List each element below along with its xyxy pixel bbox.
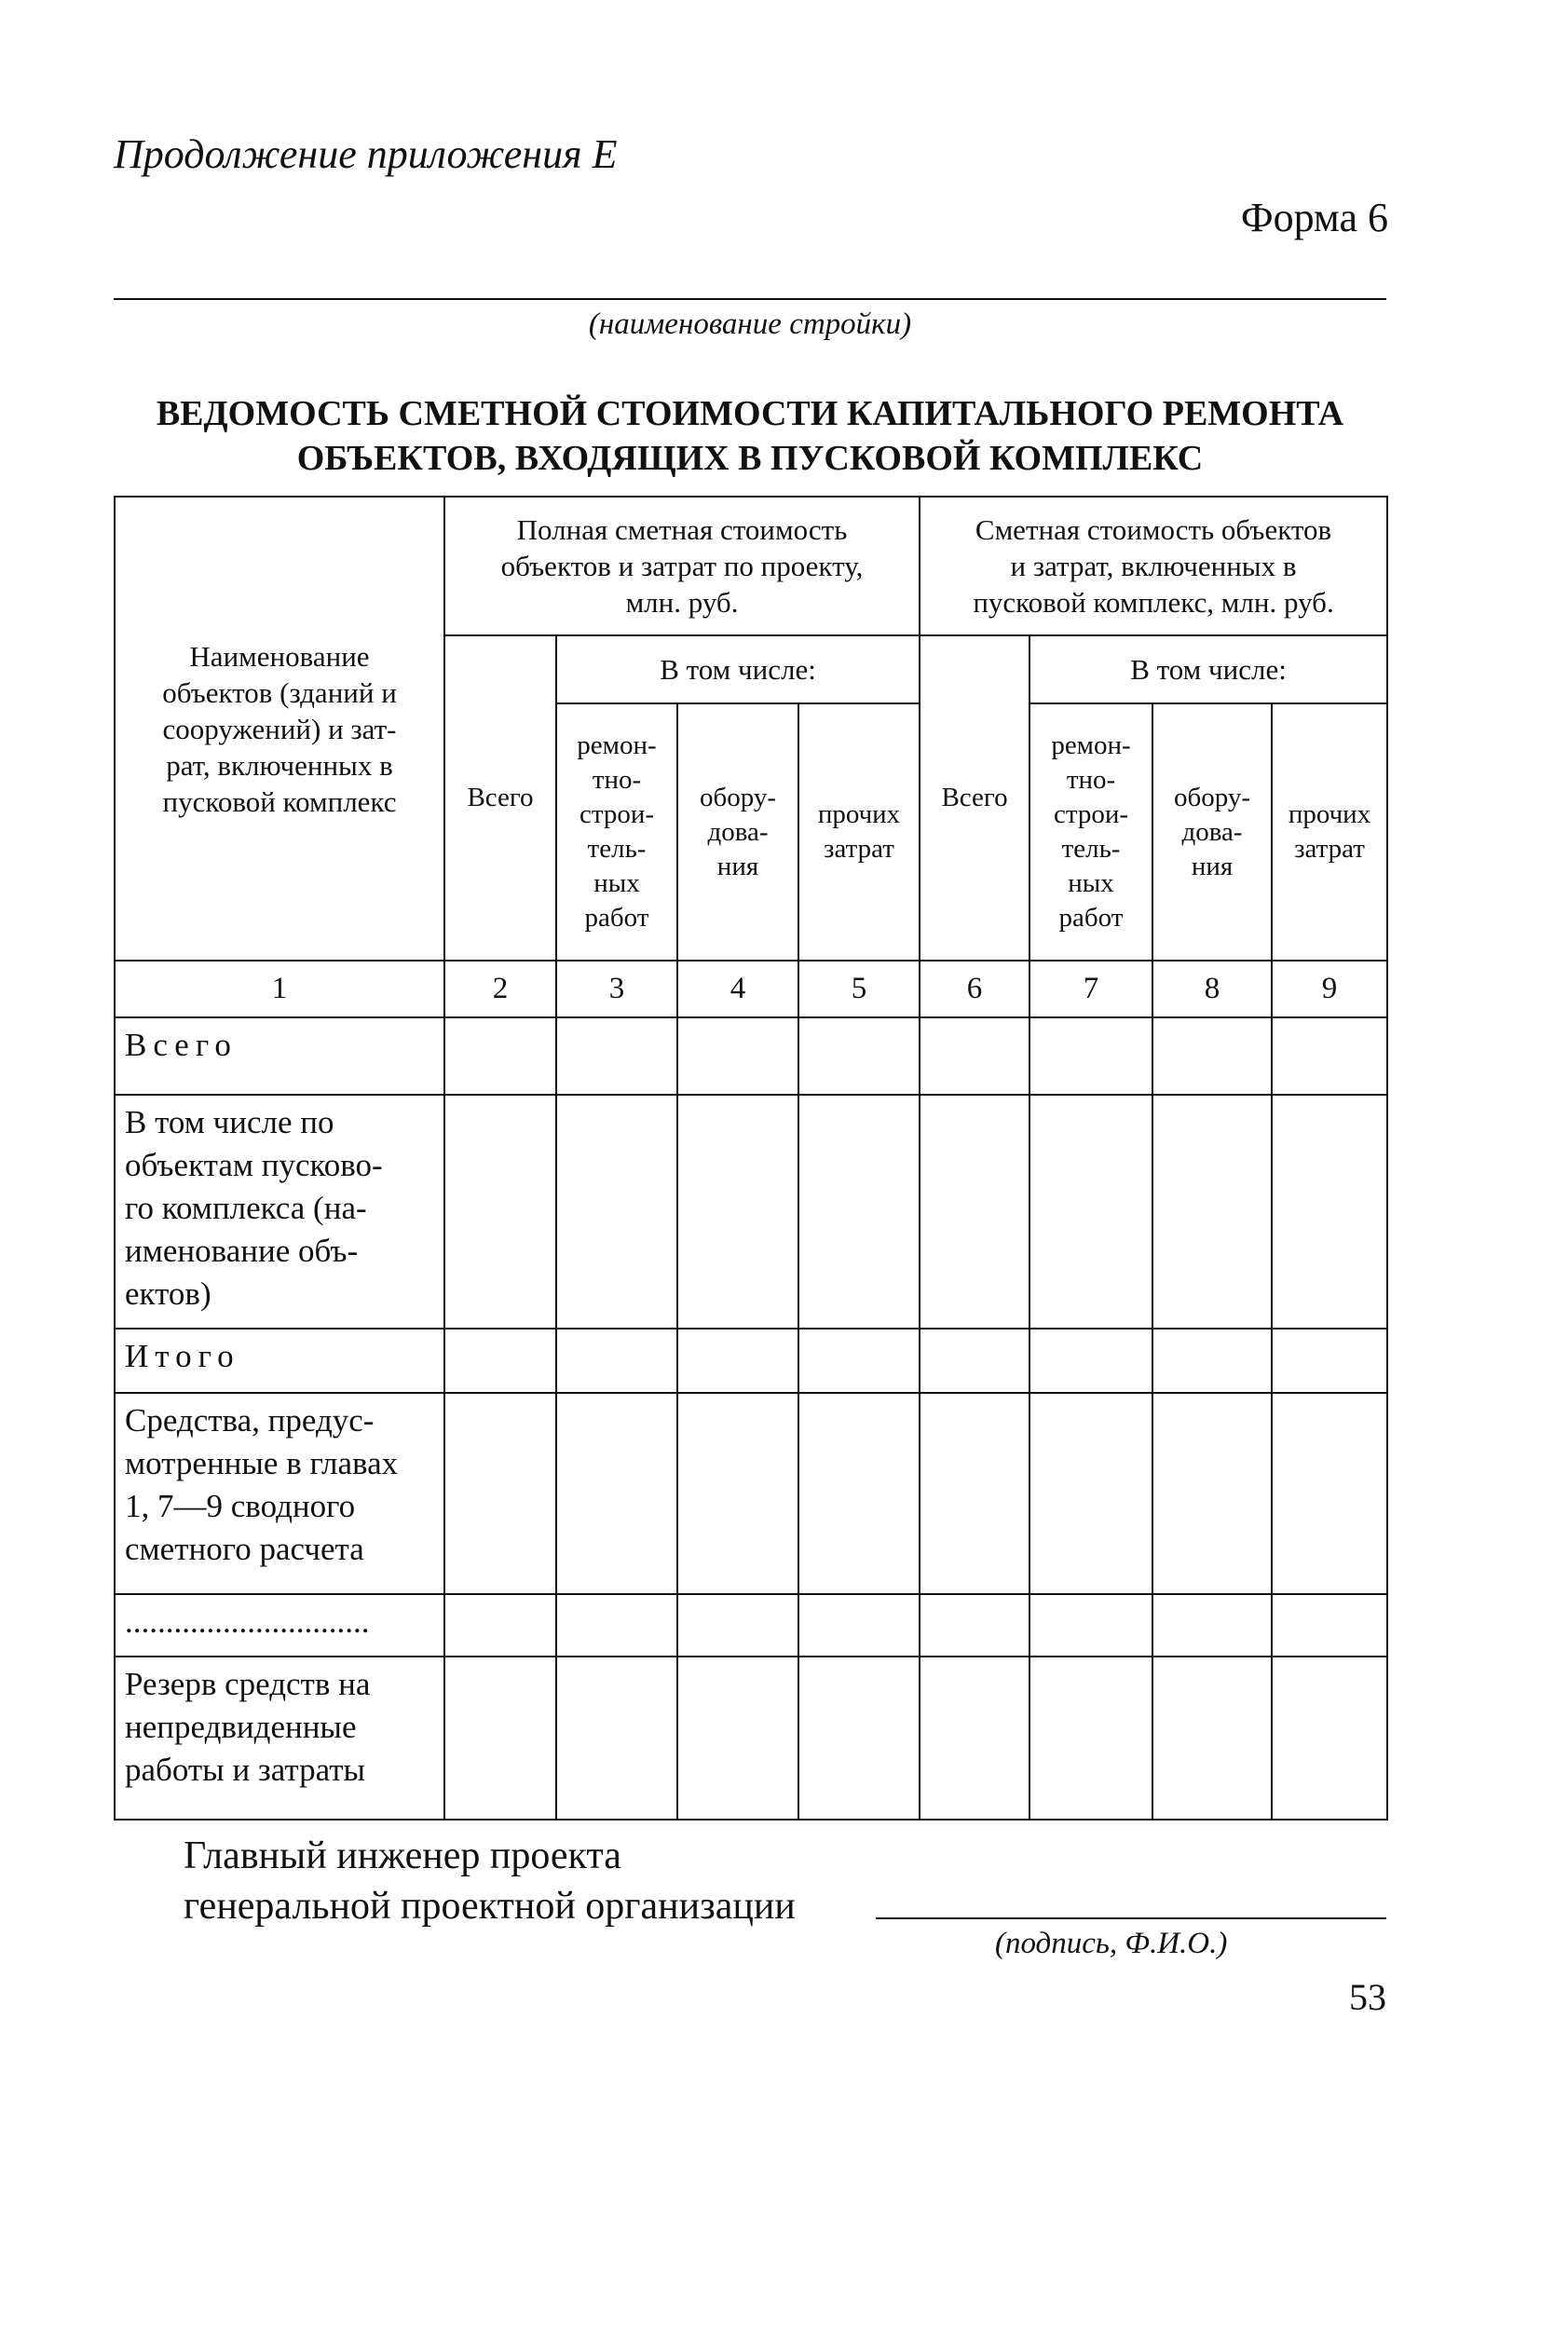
table-cell [444,1594,556,1657]
table-cell [1029,1329,1152,1393]
cost-statement-table [114,496,1388,1821]
table-cell [1029,1393,1152,1594]
column-number: 3 [556,961,677,1017]
table-cell [556,1017,677,1095]
table-cell [677,1393,798,1594]
table-cell [444,1017,556,1095]
table-cell [444,1393,556,1594]
table-cell [556,1657,677,1820]
column-number: 6 [920,961,1029,1017]
table-cell [1152,1095,1272,1329]
table-cell [444,1329,556,1393]
header-launch-repair: ремон- тно- строи- тель- ных работ [1029,703,1152,961]
table-cell [1029,1594,1152,1657]
document-title: ВЕДОМОСТЬ СМЕТНОЙ СТОИМОСТИ КАПИТАЛЬНОГО РЕМОНТА ОБЪЕКТОВ, ВХОДЯЩИХ В ПУСКОВОЙ КОМПЛЕКС [156,394,1344,478]
table-cell [556,1594,677,1657]
table-cell [798,1393,920,1594]
column-number: 1 [115,961,444,1017]
row-label-dots: .............................. [115,1594,444,1657]
header-launch-including: В том числе: [1029,635,1387,703]
header-full-repair: ремон- тно- строи- тель- ных работ [556,703,677,961]
table-row [115,1393,1387,1594]
table-cell [677,1594,798,1657]
table-row [115,1095,1387,1329]
table-cell [556,1393,677,1594]
table-row [115,1594,1387,1657]
column-number-row [115,961,1387,1017]
column-number: 8 [1152,961,1272,1017]
table-cell [1152,1393,1272,1594]
column-number: 9 [1272,961,1387,1017]
table-cell [920,1594,1029,1657]
continuation-caption: Продолжение приложения Е [114,131,618,177]
table-cell [920,1657,1029,1820]
table-cell [677,1095,798,1329]
page-number: 53 [1349,1976,1386,2018]
table-cell [1152,1017,1272,1095]
table-cell [677,1657,798,1820]
site-name-line [114,298,1386,300]
header-launch-equipment: обору- дова- ния [1152,703,1272,961]
column-number: 2 [444,961,556,1017]
table-cell [1272,1594,1387,1657]
table-row [115,1657,1387,1820]
table-cell [798,1594,920,1657]
table-cell [1272,1393,1387,1594]
table-cell [677,1329,798,1393]
table-cell [1272,1329,1387,1393]
table-cell [920,1095,1029,1329]
table-cell [1152,1657,1272,1820]
table-cell [798,1329,920,1393]
row-label-total: Всего [115,1017,444,1095]
table-cell [920,1329,1029,1393]
table-cell [920,1393,1029,1594]
header-full-total: Всего [444,635,556,961]
row-label-chapter-funds: Средства, предус- мотренные в главах 1, 7—9 сводного сметного расчета [115,1393,444,1594]
table-cell [798,1095,920,1329]
table-cell [1152,1329,1272,1393]
signature-line [876,1917,1386,1919]
table-cell [1272,1657,1387,1820]
row-label-contingency-reserve: Резерв средств на непредвиденные работы и затраты [115,1657,444,1820]
header-object-name: Наименование объектов (зданий и сооружений) и зат- рат, включенных в пусковой комплекс [115,497,444,961]
table-row [115,1017,1387,1095]
table-cell [798,1657,920,1820]
table-cell [798,1017,920,1095]
table-cell [1152,1594,1272,1657]
table-row [115,1329,1387,1393]
header-launch-total: Всего [920,635,1029,961]
header-launch-other: прочих затрат [1272,703,1387,961]
table-cell [677,1017,798,1095]
table-cell [444,1657,556,1820]
row-label-subtotal: Итого [115,1329,444,1393]
header-full-cost: Полная сметная стоимость объектов и затрат по проекту, млн. руб. [444,497,920,635]
signature-caption: (подпись, Ф.И.О.) [995,1927,1228,1960]
table-cell [556,1095,677,1329]
table-cell [556,1329,677,1393]
table-cell [1029,1657,1152,1820]
column-number: 7 [1029,961,1152,1017]
table-cell [444,1095,556,1329]
signer-title: Главный инженер проекта генеральной проектной организации [184,1834,796,1928]
header-full-equipment: обору- дова- ния [677,703,798,961]
header-launch-complex-cost: Сметная стоимость объектов и затрат, включенных в пусковой комплекс, млн. руб. [920,497,1387,635]
table-cell [1272,1017,1387,1095]
table-cell [1029,1017,1152,1095]
column-number: 4 [677,961,798,1017]
form-number: Форма 6 [1240,195,1388,240]
header-full-including: В том числе: [556,635,920,703]
header-full-other: прочих затрат [798,703,920,961]
row-label-including-objects: В том числе по объектам пусково- го комплекса (на- именование объ- ектов) [115,1095,444,1329]
table-cell [1029,1095,1152,1329]
site-name-caption: (наименование стройки) [588,307,912,341]
column-number: 5 [798,961,920,1017]
table-cell [1272,1095,1387,1329]
table-cell [920,1017,1029,1095]
